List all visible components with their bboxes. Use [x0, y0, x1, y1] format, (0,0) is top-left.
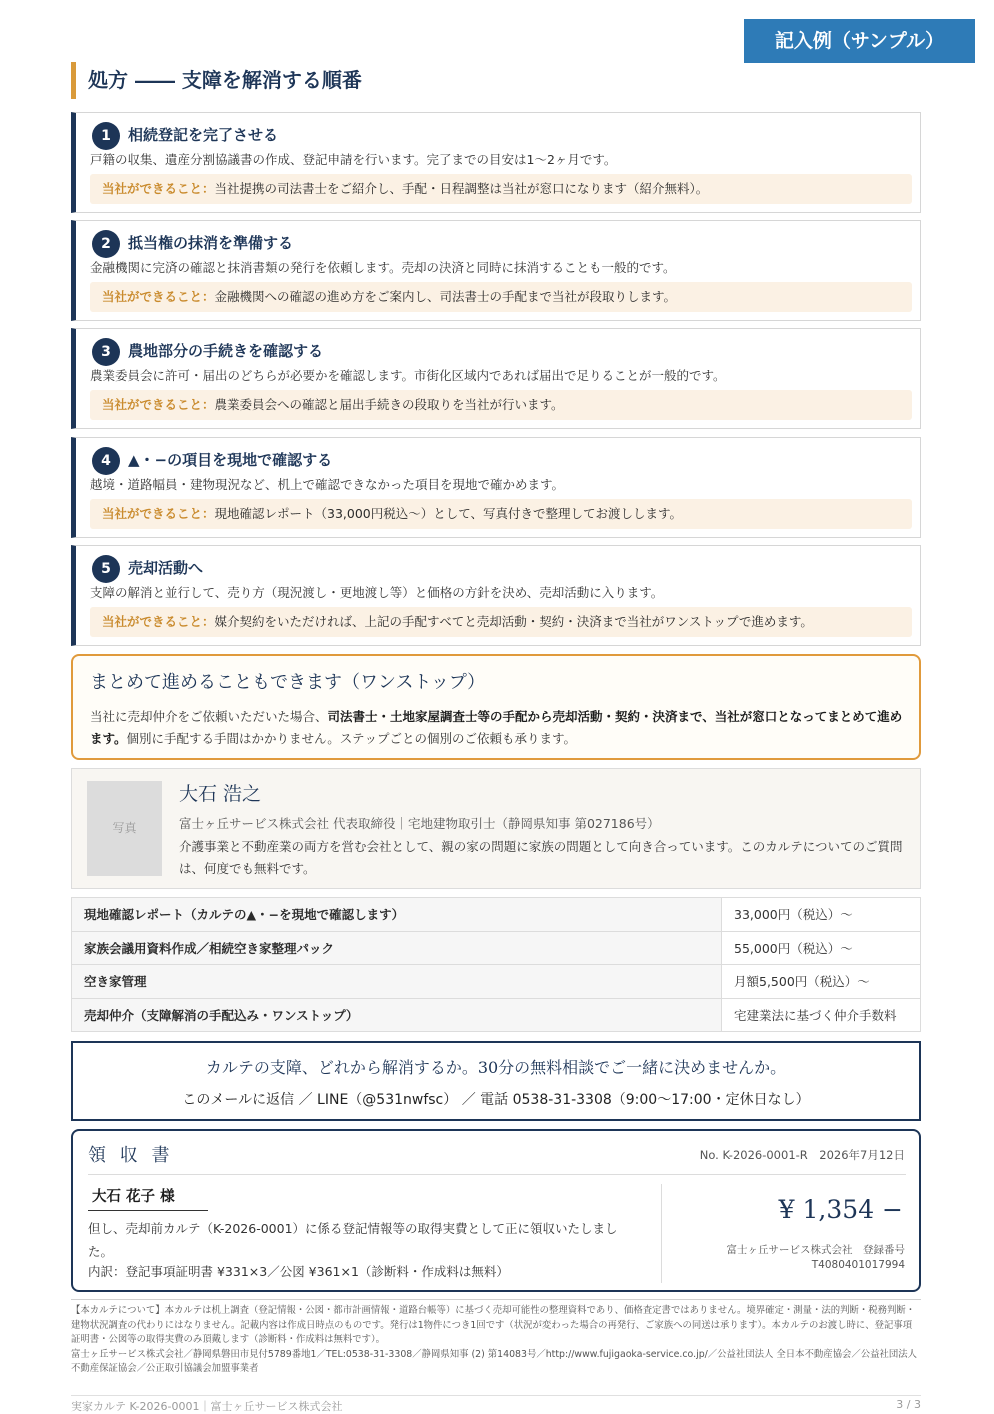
note-text: 金融機関への確認の進め方をご案内し、司法書士の手配まで当社が段取りします。: [214, 289, 677, 304]
cta-contact: このメールに返信 ／ LINE（@531nwfsc） ／ 電話 0538-31-3308（9:00〜17:00・定休日なし）: [182, 1092, 810, 1108]
note-text: 当社提携の司法書士をご紹介し、手配・日程調整は当社が窓口になります（紹介無料）。: [214, 181, 709, 196]
note-text: 現地確認レポート（33,000円税込〜）として、写真付きで整理してお渡しします。: [214, 506, 683, 521]
note-label: 当社ができること：: [102, 614, 215, 629]
sample-badge: 記入例（サンプル）: [744, 19, 975, 63]
step-description: 越境・道路幅員・建物現況など、机上で確認できなかった項目を現地で確かめます。: [90, 477, 565, 492]
step-title: 相続登記を完了させる: [128, 126, 279, 144]
price-item: 現地確認レポート（カルテの▲・−を現地で確認します）: [72, 898, 722, 932]
divider: [661, 1184, 662, 1283]
step-description: 戸籍の収集、遺産分割協議書の作成、登記申請を行います。完了までの目安は1〜2ヶ月です。: [90, 152, 617, 167]
staff-profile: [71, 768, 921, 889]
cta-title: カルテの支障、どれから解消するか。30分の無料相談でご一緒に決めませんか。: [205, 1058, 787, 1077]
step-card: [71, 545, 921, 646]
receipt-description: 但し、売却前カルテ（K-2026-0001）に係る登記情報等の取得実費として正に領収いたしました。: [88, 1221, 618, 1259]
table-row: [72, 998, 921, 1032]
step-description: 金融機関に完済の確認と抹消書類の発行を依頼します。売却の決済と同時に抹消することも一般的です。: [90, 260, 676, 275]
note-label: 当社ができること：: [102, 289, 215, 304]
step-card: [71, 328, 921, 429]
note-label: 当社ができること：: [102, 397, 215, 412]
price-item: 売却仲介（支障解消の手配込み・ワンストップ）: [72, 998, 722, 1032]
page-footer: [71, 1395, 921, 1414]
table-row: [72, 898, 921, 932]
receipt-issuer: 富士ヶ丘サービス株式会社 登録番号 T4080401017994: [726, 1244, 905, 1271]
onestop-emphasis: 司法書士・土地家屋調査士等の手配から売却活動・契約・決済まで、当社が窓口となってまとめて進めます。: [90, 709, 903, 746]
receipt-amount: ¥ 1,354 −: [778, 1195, 903, 1224]
step-number-badge: 3: [92, 338, 120, 366]
receipt-number-date: No. K-2026-0001-R 2026年7月12日: [699, 1148, 905, 1162]
page-number: 3 / 3: [896, 1398, 921, 1411]
table-row: [72, 965, 921, 999]
step-number-badge: 5: [92, 555, 120, 583]
price-table: [71, 897, 921, 1032]
receipt: [71, 1129, 921, 1292]
step-company-note: [90, 390, 912, 420]
consultation-cta: [71, 1041, 921, 1121]
step-company-note: [90, 607, 912, 637]
footer-doc-label: 実家カルテ K-2026-0001｜富士ヶ丘サービス株式会社: [71, 1400, 343, 1413]
price-value: 宅建業法に基づく仲介手数料: [722, 998, 921, 1032]
note-label: 当社ができること：: [102, 181, 215, 196]
step-card: [71, 112, 921, 213]
onestop-text: 当社に売却仲介をご依頼いただいた場合、司法書士・土地家屋調査士等の手配から売却活動・契約・決済まで、当社が窓口となってまとめて進めます。個別に手配する手間はかかりません。ステップごとの個別のご依頼も承ります。: [90, 709, 903, 746]
step-title: 売却活動へ: [128, 559, 204, 577]
note-text: 農業委員会への確認と届出手続きの段取りを当社が行います。: [214, 397, 564, 412]
step-number-badge: 2: [92, 230, 120, 258]
staff-role: 富士ヶ丘サービス株式会社 代表取締役｜宅地建物取引士（静岡県知事 第027186号）: [179, 816, 660, 831]
staff-name: 大石 浩之: [179, 783, 262, 805]
footnote-disclaimer: 【本カルテについて】本カルテは机上調査（登記情報・公図・都市計画情報・道路台帳等）に基づく売却可能性の整理資料であり、価格査定書ではありません。境界確定・測量・法的判断・税務判断・建物状況調査の代わりにはなりません。記載内容は作成日時点のものです。発行は1物件につき1回です（状況が変わった場合の再発行、ご家族への同送は承ります）。本カルテのお渡し時に、登記事項証明書・公図等の取得実費のみ頂戴します（診断料・作成料は無料です）。: [71, 1305, 916, 1345]
divider: [88, 1174, 906, 1175]
step-company-note: [90, 282, 912, 312]
step-title: 抵当権の抹消を準備する: [128, 234, 294, 252]
step-description: 支障の解消と並行して、売り方（現況渡し・更地渡し等）と価格の方針を決め、売却活動に入ります。: [90, 585, 664, 600]
onestop-box: [71, 654, 921, 760]
step-number-badge: 4: [92, 447, 120, 475]
receipt-detail: 内訳：登記事項証明書 ¥331×3／公図 ¥361×1（診断料・作成料は無料）: [88, 1264, 509, 1279]
step-card: [71, 220, 921, 321]
note-text: 媒介契約をいただければ、上記の手配すべてと売却活動・契約・決済まで当社がワンストップで進めます。: [214, 614, 813, 629]
price-item: 空き家管理: [72, 965, 722, 999]
footnote: [71, 1299, 921, 1377]
price-value: 55,000円（税込）〜: [722, 931, 921, 965]
staff-bio: 介護事業と不動産業の両方を営む会社として、親の家の問題に家族の問題として向き合っています。このカルテについてのご質問は、何度でも無料です。: [179, 839, 903, 876]
registration-number: T4080401017994: [811, 1259, 905, 1271]
footnote-company-info: 富士ヶ丘サービス株式会社／静岡県磐田市見付5789番地1／TEL:0538-31-3308／静岡県知事 (2) 第14083号／http://www.fujigaoka-service.co.jp/／公益社団法人 全日本不動産協会／公益社団法人 不動産保証協会／公正取引協議会加盟事業者: [71, 1348, 918, 1374]
step-company-note: [90, 174, 912, 204]
step-number-badge: 1: [92, 122, 120, 150]
receipt-title: 領 収 書: [88, 1145, 174, 1166]
step-card: [71, 437, 921, 538]
step-title: ▲・−の項目を現地で確認する: [128, 451, 333, 469]
onestop-title: まとめて進めることもできます（ワンストップ）: [90, 672, 486, 693]
table-row: [72, 931, 921, 965]
section-title: 処方 ―― 支障を解消する順番: [71, 62, 362, 99]
note-label: 当社ができること：: [102, 506, 215, 521]
photo-placeholder: 写真: [87, 781, 162, 876]
price-value: 33,000円（税込）〜: [722, 898, 921, 932]
receipt-recipient: 大石 花子 様: [88, 1185, 208, 1211]
step-title: 農地部分の手続きを確認する: [128, 342, 324, 360]
price-item: 家族会議用資料作成／相続空き家整理パック: [72, 931, 722, 965]
step-company-note: [90, 499, 912, 529]
step-description: 農業委員会に許可・届出のどちらが必要かを確認します。市街化区域内であれば届出で足りることが一般的です。: [90, 368, 726, 383]
price-value: 月額5,500円（税込）〜: [722, 965, 921, 999]
